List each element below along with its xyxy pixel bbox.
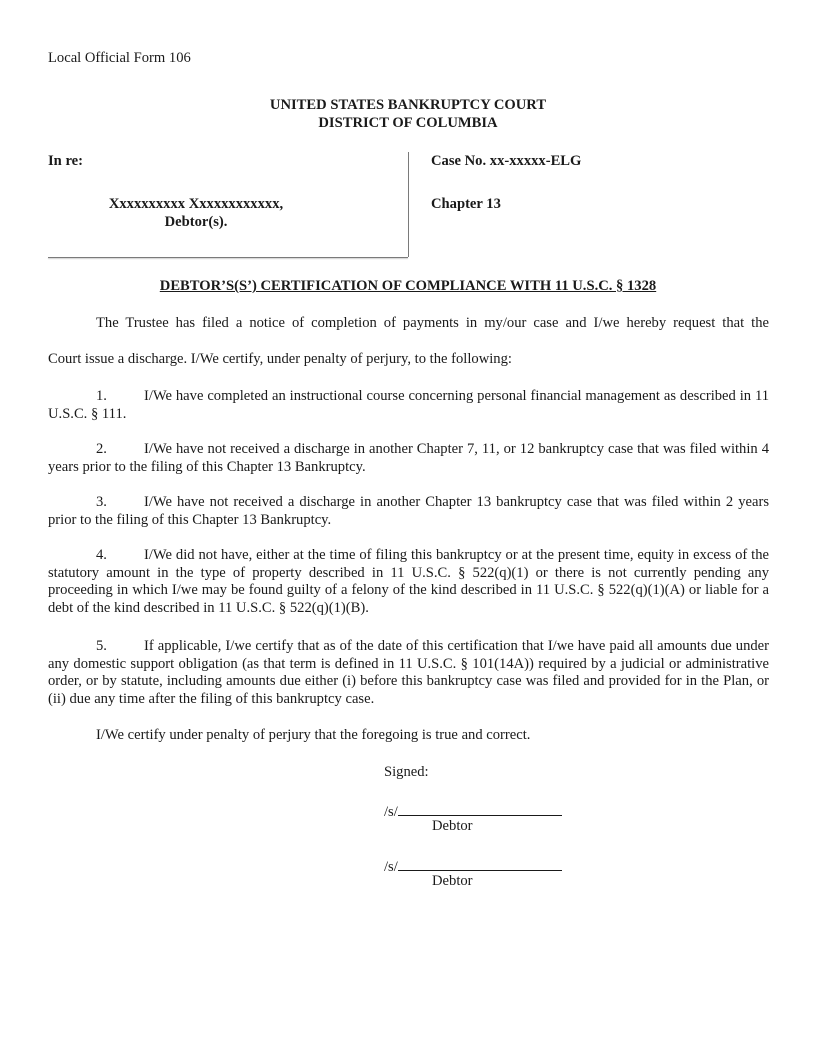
- item-number: 2.: [96, 441, 107, 457]
- signature-role-label: Debtor: [432, 873, 473, 889]
- item-text: I/We have not received a discharge in another Chapter 13 bankruptcy case that was filed within 2 years prior to the filing of this Chapter 13 Bankruptcy.: [48, 494, 769, 528]
- document-title: DEBTOR’S(S’) CERTIFICATION OF COMPLIANCE WITH 11 U.S.C. § 1328: [159, 278, 657, 294]
- item-text: I/We have not received a discharge in another Chapter 7, 11, or 12 bankruptcy case that was filed within 4 years prior to the filing of this Chapter 13 Bankruptcy.: [48, 441, 769, 475]
- intro-paragraph-line-1: The Trustee has filed a notice of completion of payments in my/our case and I/we hereby request that the: [96, 315, 769, 331]
- certification-item: [48, 441, 769, 476]
- certification-item: [48, 494, 769, 529]
- case-number: Case No. xx-xxxxx-ELG: [431, 153, 582, 169]
- intro-paragraph-line-2: Court issue a discharge. I/We certify, under penalty of perjury, to the following:: [48, 351, 512, 367]
- item-text: If applicable, I/we certify that as of the date of this certification that I/we have paid all amounts due under any domestic support obligation (as that term is defined in 11 U.S.C. § 101(14A)) required by a judicial or administrative order, or by statute, including amounts due either (i) before this bankruptcy case was filed and provided for in the Plan, or (ii) due any time after the filing of this bankruptcy case.: [48, 638, 769, 707]
- signature-blank[interactable]: [398, 801, 562, 816]
- item-text: I/We have completed an instructional course concerning personal financial management as described in 11 U.S.C. § 111.: [48, 388, 769, 422]
- certification-item: [48, 388, 769, 423]
- item-number: 5.: [96, 638, 107, 654]
- item-text: I/We did not have, either at the time of filing this bankruptcy or at the present time, equity in excess of the statutory amount in the type of property described in 11 U.S.C. § 522(q)(1) or there is not currently pending any proceeding in which I/we may be found guilty of a felony of the kind described in 11 U.S.C. § 522(q)(1)(A) or liable for a debt of the kind described in 11 U.S.C. § 522(q)(1)(B).: [48, 547, 769, 616]
- signature-prefix: /s/: [384, 859, 398, 875]
- item-number: 1.: [96, 388, 107, 404]
- caption-horizontal-divider: [48, 257, 408, 258]
- court-district: DISTRICT OF COLUMBIA: [318, 114, 498, 131]
- caption-vertical-divider: [408, 152, 409, 257]
- closing-statement: I/We certify under penalty of perjury that the foregoing is true and correct.: [96, 727, 531, 743]
- certification-item: [48, 547, 769, 617]
- signature-prefix: /s/: [384, 804, 398, 820]
- signed-label: Signed:: [384, 764, 429, 780]
- debtor-label: Debtor(s).: [164, 213, 228, 230]
- item-number: 3.: [96, 494, 107, 510]
- form-label: Local Official Form 106: [48, 50, 191, 66]
- certification-item: [48, 638, 769, 708]
- caption-in-re: In re:: [48, 153, 83, 169]
- caption-debtor-block: [48, 196, 344, 231]
- court-name: UNITED STATES BANKRUPTCY COURT: [269, 97, 547, 113]
- signature-role-label: Debtor: [432, 818, 473, 834]
- item-number: 4.: [96, 547, 107, 563]
- signature-blank[interactable]: [398, 856, 562, 871]
- debtor-name: Xxxxxxxxxx Xxxxxxxxxxxx,: [108, 196, 284, 212]
- court-heading: [0, 97, 816, 132]
- chapter-label: Chapter 13: [431, 196, 501, 212]
